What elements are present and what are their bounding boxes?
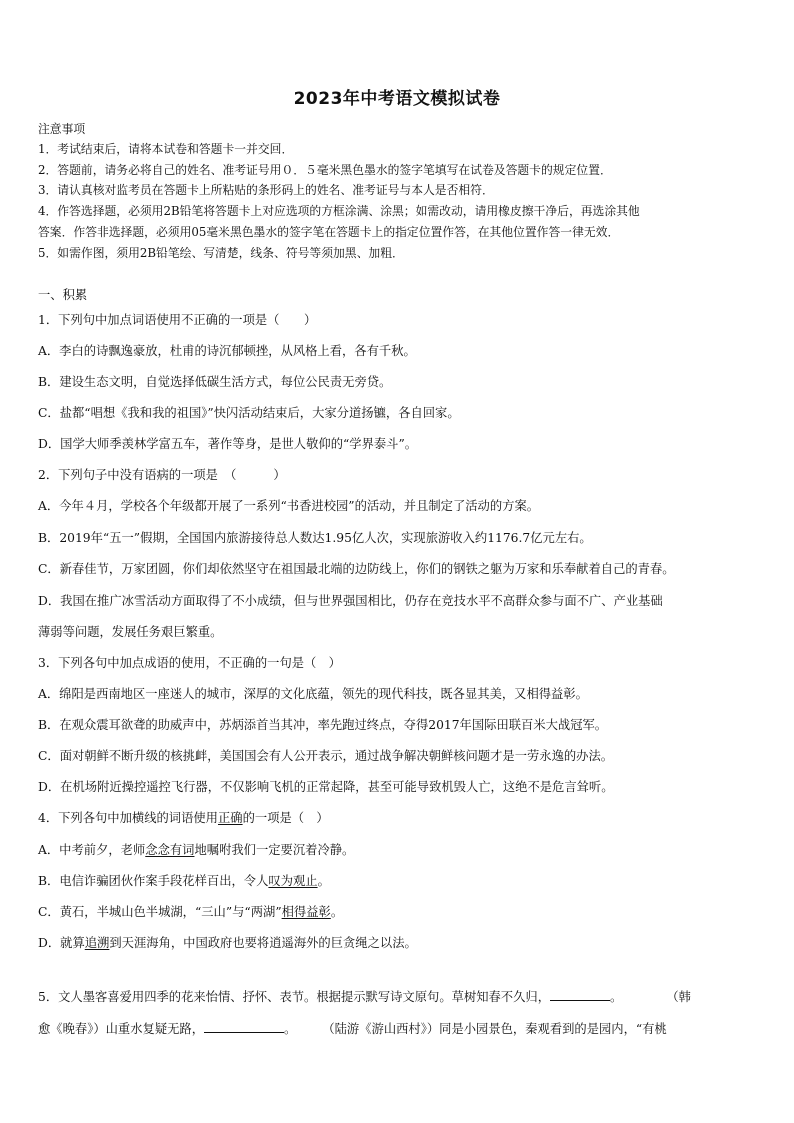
option-d (38, 935, 417, 951)
question-text: （陆游《游山西村》）同是小园景色，秦观看到的是园内，“有桃 (322, 1022, 667, 1036)
option-c: C．新春佳节，万家团圆，你们却依然坚守在祖国最北端的边防线上，你们的钢铁之躯为万家和乐奉献着自己的青春。 (38, 562, 675, 576)
question-line (38, 988, 691, 1005)
question-text: 。 (610, 990, 623, 1004)
question-stem (38, 810, 329, 826)
option-a: A．绵阳是西南地区一座迷人的城市，深厚的文化底蕴，领先的现代科技，既各显其美，又相得益彰。 (38, 687, 588, 701)
option-b (38, 873, 330, 889)
question-stem: 3．下列各句中加点成语的使用，不正确的一句是（ ） (38, 656, 341, 670)
notice-item: 5．如需作图，须用2B铅笔绘、写清楚，线条、符号等须加黑、加粗． (38, 246, 404, 260)
answer-blank[interactable] (550, 988, 610, 1001)
stem-text: 的一项是（ ） (242, 811, 329, 825)
stem-text: 4．下列各句中加横线的词语使用 (38, 811, 218, 825)
page-title: 2023年中考语文模拟试卷 (293, 89, 501, 109)
option-c: C．盐都“唱想《我和我的祖国》”快闪活动结束后，大家分道扬镳，各自回家。 (38, 406, 460, 420)
option-c (38, 904, 343, 920)
option-text: 到天涯海角，中国政府也要将逍遥海外的巨贪绳之以法。 (109, 936, 417, 950)
option-a: A．李白的诗飘逸豪放，杜甫的诗沉郁顿挫，从风格上看，各有千秋。 (38, 344, 416, 358)
notice-item: 2．答题前，请务必将自己的姓名、准考证号用０．５毫米黑色墨水的签字笔填写在试卷及答题卡的规定位置． (38, 163, 612, 177)
option-b: B．在观众震耳欲聋的助威声中，苏炳添首当其冲，率先跑过终点，夺得2017年国际田联百米大战冠军。 (38, 718, 608, 732)
notice-item: 3．请认真核对监考员在答题卡上所粘贴的条形码上的姓名、准考证号与本人是否相符． (38, 183, 494, 197)
option-text: 。 (330, 905, 344, 919)
question-stem: 1．下列句中加点词语使用不正确的一项是（ ） (38, 313, 317, 327)
option-a (38, 842, 354, 858)
underlined-word: 叹为观止 (268, 874, 318, 888)
underlined-word: 正确 (217, 811, 243, 825)
answer-blank[interactable] (204, 1020, 284, 1033)
option-d: D．我国在推广冰雪活动方面取得了不小成绩，但与世界强国相比，仍存在竞技水平不高群众参与面不广、产业基础 (38, 594, 663, 608)
option-c: C．面对朝鲜不断升级的核挑衅，美国国会有人公开表示，通过战争解决朝鲜核问题才是一劳永逸的办法。 (38, 749, 614, 763)
underlined-word: 念念有词 (145, 843, 195, 857)
section-heading: 一、积累 (38, 288, 88, 302)
option-text: C．黄石，半城山色半城湖，“三山”与“两湖” (38, 905, 282, 919)
option-text: A．中考前夕，老师 (38, 843, 146, 857)
notice-item: 答案．作答非选择题，必须用05毫米黑色墨水的签字笔在答题卡上的指定位置作答，在其他位置作答一律无效． (38, 225, 620, 239)
option-text: 地嘱咐我们一定要沉着冷静。 (194, 843, 355, 857)
option-text: 。 (317, 874, 330, 888)
option-text: B．电信诈骗团伙作案手段花样百出，令人 (38, 874, 269, 888)
option-d-continued: 薄弱等问题，发展任务艰巨繁重。 (38, 625, 223, 639)
question-stem: 2．下列句子中没有语病的一项是 （ ） (38, 468, 286, 482)
question-text: 愈《晚春》）山重水复疑无路， (38, 1022, 205, 1036)
notice-heading: 注意事项 (38, 122, 86, 136)
option-d: D．在机场附近操控遥控飞行器，不仅影响飞机的正常起降，甚至可能导致机毁人亡，这绝不是危言耸听。 (38, 780, 614, 794)
option-b: B．2019年“五一”假期，全国国内旅游接待总人数达1.95亿人次，实现旅游收入约1176.7亿元左右。 (38, 531, 592, 545)
question-text: （韩 (666, 990, 691, 1004)
option-text: D．就算 (38, 936, 85, 950)
option-d: D．国学大师季羡林学富五车，著作等身，是世人敬仰的“学界泰斗”。 (38, 437, 418, 451)
question-text: 。 (284, 1022, 297, 1036)
underlined-word: 追溯 (84, 936, 110, 950)
option-b: B．建设生态文明，自觉选择低碳生活方式，每位公民责无旁贷。 (38, 375, 392, 389)
question-text: 5．文人墨客喜爱用四季的花来怡情、抒怀、表节。根据提示默写诗文原句。草树知春不久归， (38, 990, 550, 1004)
option-a: A．今年４月，学校各个年级都开展了一系列“书香进校园”的活动，并且制定了活动的方案。 (38, 499, 540, 513)
notice-item: 1．考试结束后，请将本试卷和答题卡一并交回． (38, 142, 294, 156)
underlined-word: 相得益彰 (281, 905, 331, 919)
notice-item: 4．作答选择题，必须用2B铅笔将答题卡上对应选项的方框涂满、涂黑；如需改动，请用橡皮擦干净后，再选涂其他 (38, 204, 640, 218)
question-line (38, 1020, 667, 1037)
